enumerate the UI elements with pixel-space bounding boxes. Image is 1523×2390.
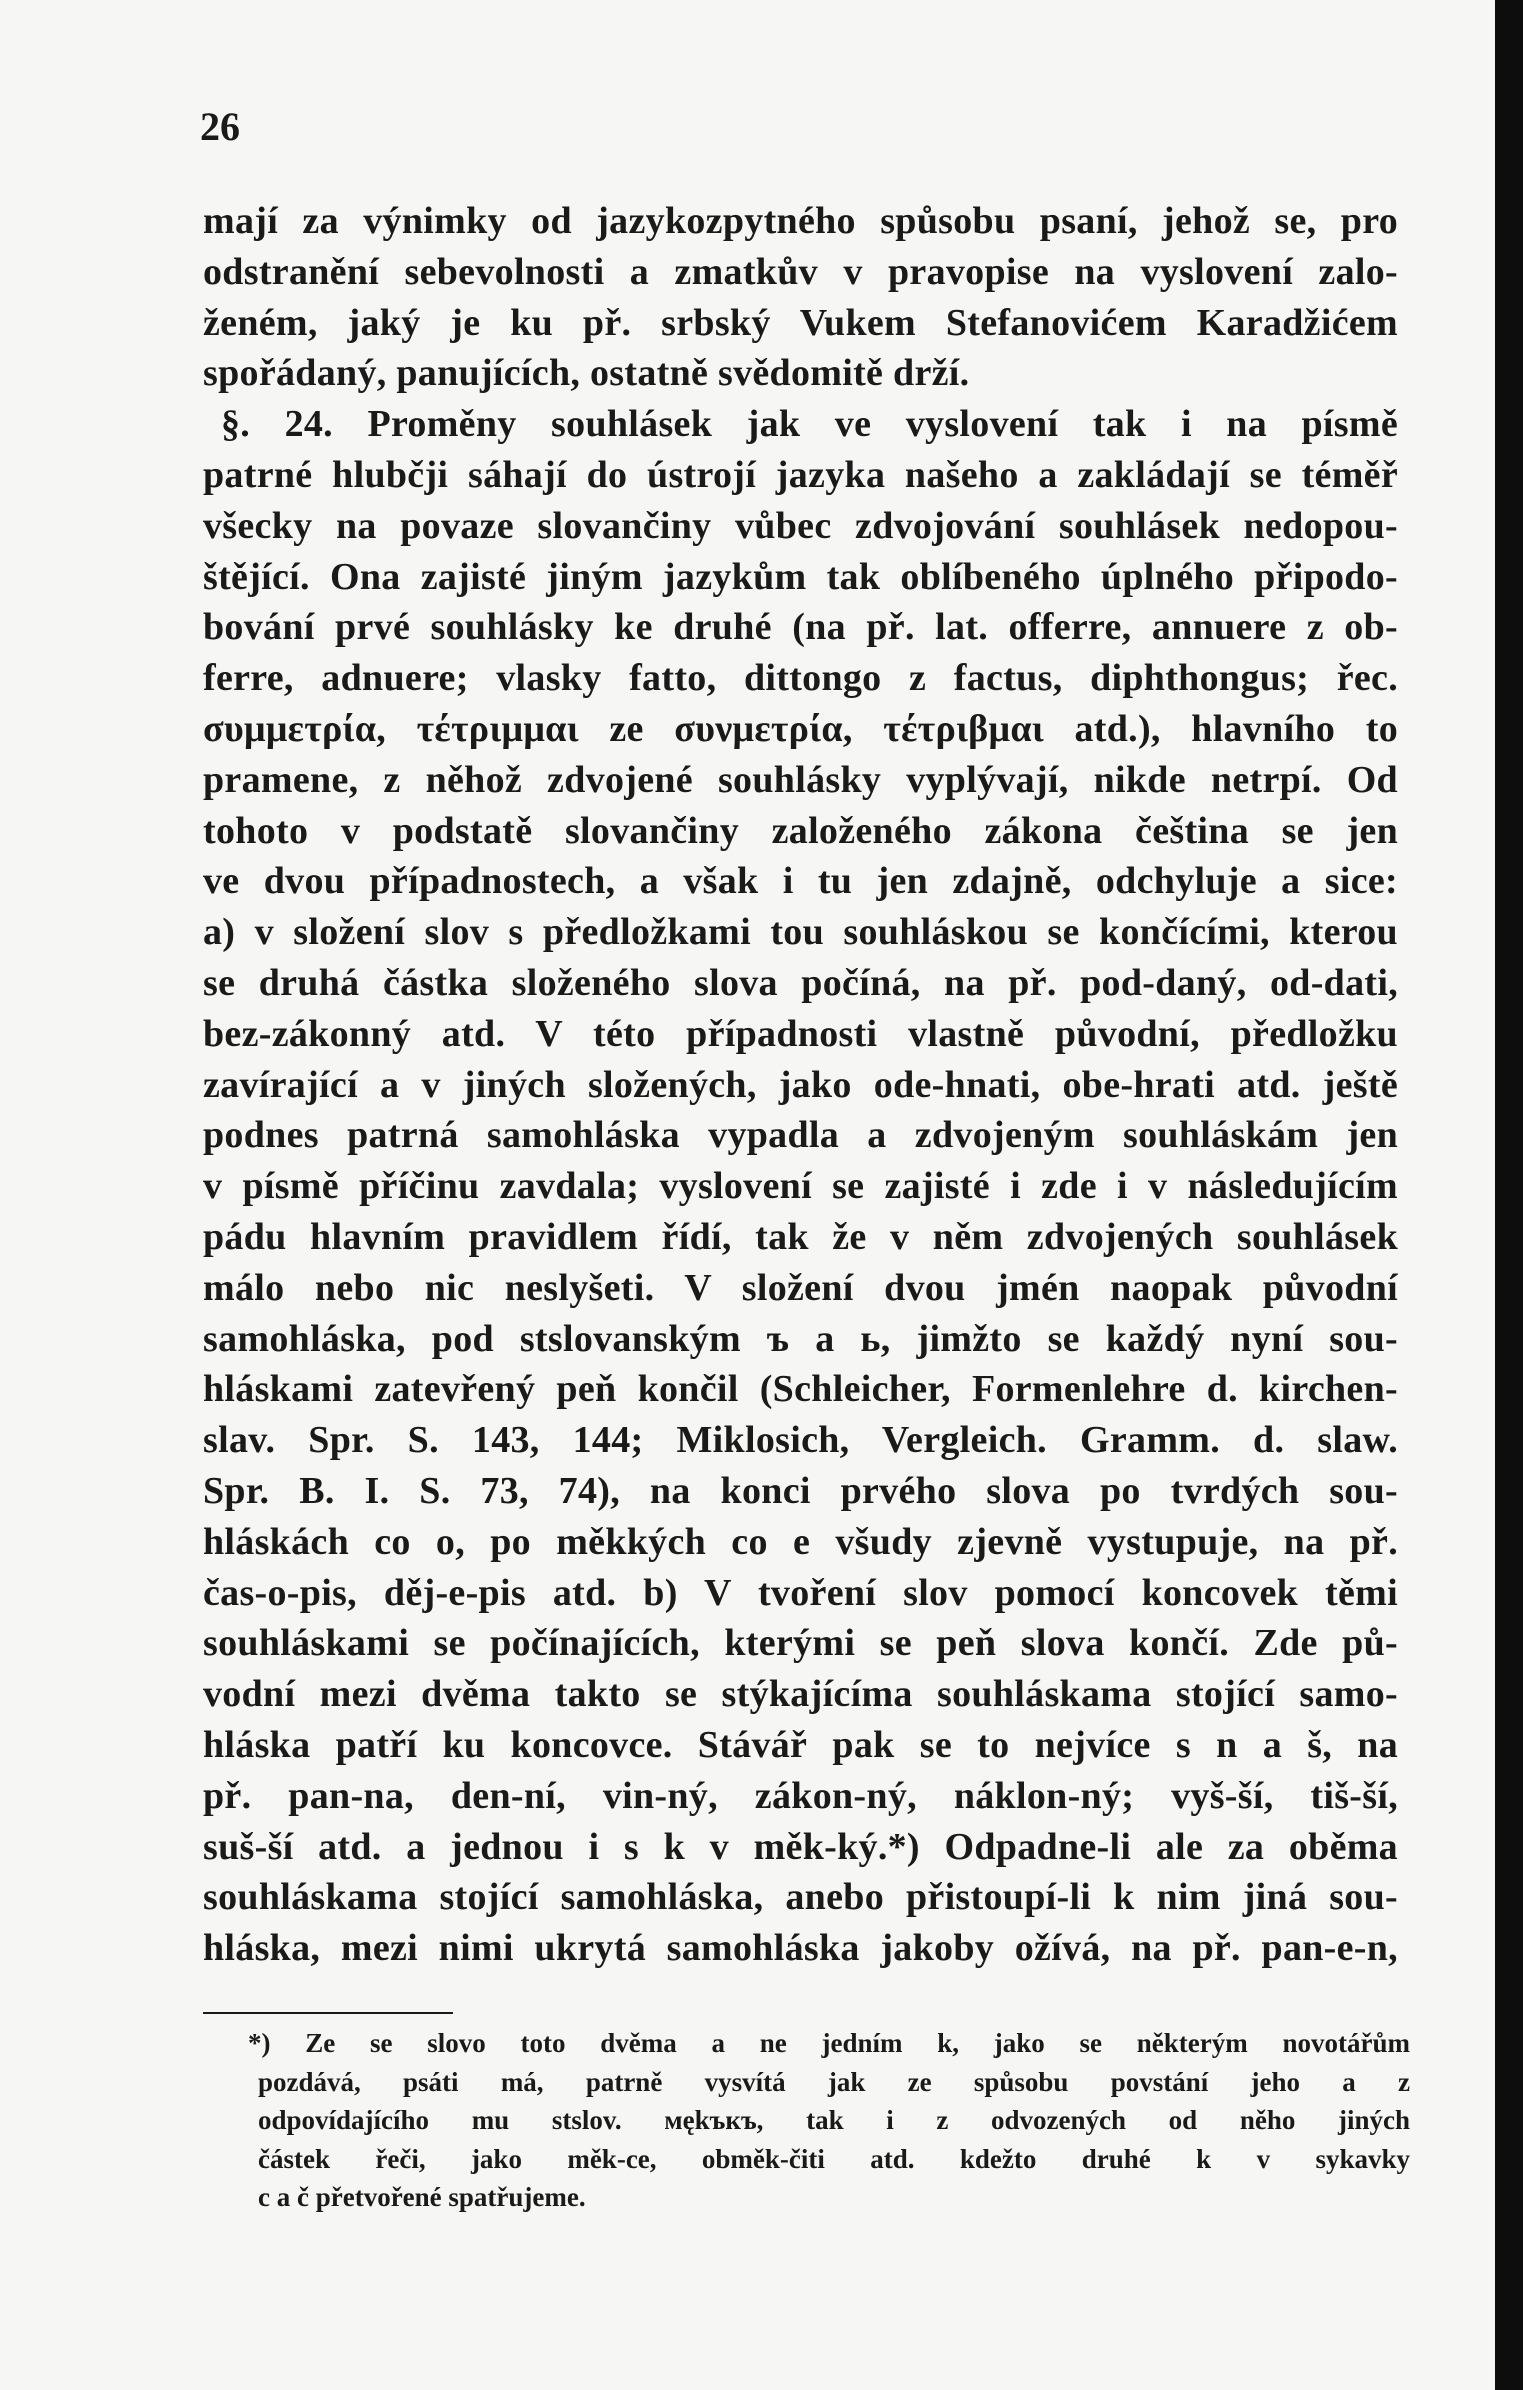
text-line: bování prvé souhlásky ke druhé (na př. lat. offerre, annuere z ob- [203, 606, 1398, 649]
section-heading-line: §. 24. Proměny souhlásek jak ve vyslovení tak i na písmě [221, 403, 1398, 446]
footnote [248, 2024, 1410, 2217]
text-line: Spr. B. I. S. 73, 74), na konci prvého slova po tvrdých sou- [203, 1469, 1398, 1512]
text-line: pramene, z něhož zdvojené souhlásky vyplývají, nikde netrpí. Od [203, 758, 1398, 801]
text-line: odstranění sebevolnosti a zmatkův v pravopise na vyslovení zalo- [203, 250, 1398, 293]
text-line: spořádaný, panujících, ostatně svědomitě drží. [203, 352, 970, 395]
text-line: zavírající a v jiných složených, jako ode-hnati, obe-hrati atd. ještě [203, 1063, 1398, 1106]
text-line: suš-ší atd. a jednou i s k v měk-ký.*) Odpadne-li ale za oběma [203, 1825, 1398, 1868]
footnote-line: c a č přetvořené spatřujeme. [258, 2182, 586, 2212]
text-line: patrné hlubčji sáhají do ústrojí jazyka našeho a zakládají se téměř [203, 453, 1398, 496]
text-line: hláskami zatevřený peň končil (Schleicher, Formenlehre d. kirchen- [203, 1368, 1398, 1411]
text-line: hláska, mezi nimi ukrytá samohláska jakoby ožívá, na př. pan-e-n, [203, 1927, 1398, 1970]
text-line: slav. Spr. S. 143, 144; Miklosich, Vergleich. Gramm. d. slaw. [203, 1419, 1398, 1462]
footnote-line: *) Ze se slovo toto dvěma a ne jedním k, jako se některým novotářům [248, 2028, 1410, 2058]
text-line: tohoto v podstatě slovančiny založeného zákona čeština se jen [203, 809, 1398, 852]
text-line: pádu hlavním pravidlem řídí, tak že v něm zdvojených souhlásek [203, 1215, 1398, 1258]
text-line: ženém, jaký je ku př. srbský Vukem Stefanovićem Karadžićem [203, 301, 1398, 344]
text-line: podnes patrná samohláska vypadla a zdvojeným souhláskám jen [203, 1114, 1398, 1157]
text-line: hláskách co o, po měkkých co e všudy zjevně vystupuje, na př. [203, 1520, 1398, 1563]
text-line: se druhá částka složeného slova počíná, na př. pod-daný, od-dati, [203, 961, 1398, 1004]
text-line: bez-zákonný atd. V této případnosti vlastně původní, předložku [203, 1012, 1398, 1055]
text-line: čas-o-pis, děj-e-pis atd. b) V tvoření slov pomocí koncovek těmi [203, 1571, 1398, 1614]
footnote-divider [203, 2012, 453, 2014]
text-line: mají za výnimky od jazykozpytného spůsobu psaní, jehož se, pro [203, 200, 1398, 242]
footnote-line: částek řeči, jako měk-ce, obměk-čiti atd. kdežto druhé k v sykavky [258, 2143, 1410, 2174]
footnote-line: odpovídajícího mu stslov. мękъкъ, tak i z odvozených od něho jiných [258, 2105, 1410, 2135]
footnote-line: pozdává, psáti má, patrně vysvítá jak ze spůsobu povstání jeho a z [258, 2066, 1410, 2097]
text-line: souhláskama stojící samohláska, anebo přistoupí-li k nim jiná sou- [203, 1876, 1398, 1919]
text-line: málo nebo nic neslyšeti. V složení dvou jmén naopak původní [203, 1266, 1398, 1309]
text-line: ferre, adnuere; vlasky fatto, dittongo z factus, diphthongus; řec. [203, 657, 1398, 700]
text-line: vodní mezi dvěma takto se stýkajícíma souhláskama stojící samo- [203, 1673, 1398, 1716]
text-line: samohláska, pod stslovanským ъ a ь, jimžto se každý nyní sou- [203, 1317, 1398, 1360]
text-line: ve dvou případnostech, a však i tu jen zdajně, odchyluje a sice: [203, 860, 1398, 903]
text-line: všecky na povaze slovančiny vůbec zdvojování souhlásek nedopou- [203, 504, 1398, 547]
text-line: souhláskami se počínajících, kterými se peň slova končí. Zde pů- [203, 1622, 1398, 1665]
text-line: συμμετρία, τέτριμμαι ze συνμετρία, τέτριβμαι atd.), hlavního to [203, 707, 1398, 750]
text-line: a) v složení slov s předložkami tou souhláskou se končícími, kterou [203, 911, 1398, 954]
text-line: př. pan-na, den-ní, vin-ný, zákon-ný, náklon-ný; vyš-ší, tiš-ší, [203, 1774, 1398, 1817]
text-line: hláska patří ku koncovce. Stávář pak se to nejvíce s n a š, na [203, 1723, 1398, 1766]
page-number: 26 [200, 104, 240, 149]
text-line: v písmě příčinu zavdala; vyslovení se zajisté i zde i v následujícím [203, 1165, 1398, 1208]
scan-edge [1495, 0, 1523, 2390]
text-line: štějící. Ona zajisté jiným jazykům tak oblíbeného úplného připodo- [203, 555, 1398, 598]
main-text [203, 196, 1398, 1974]
